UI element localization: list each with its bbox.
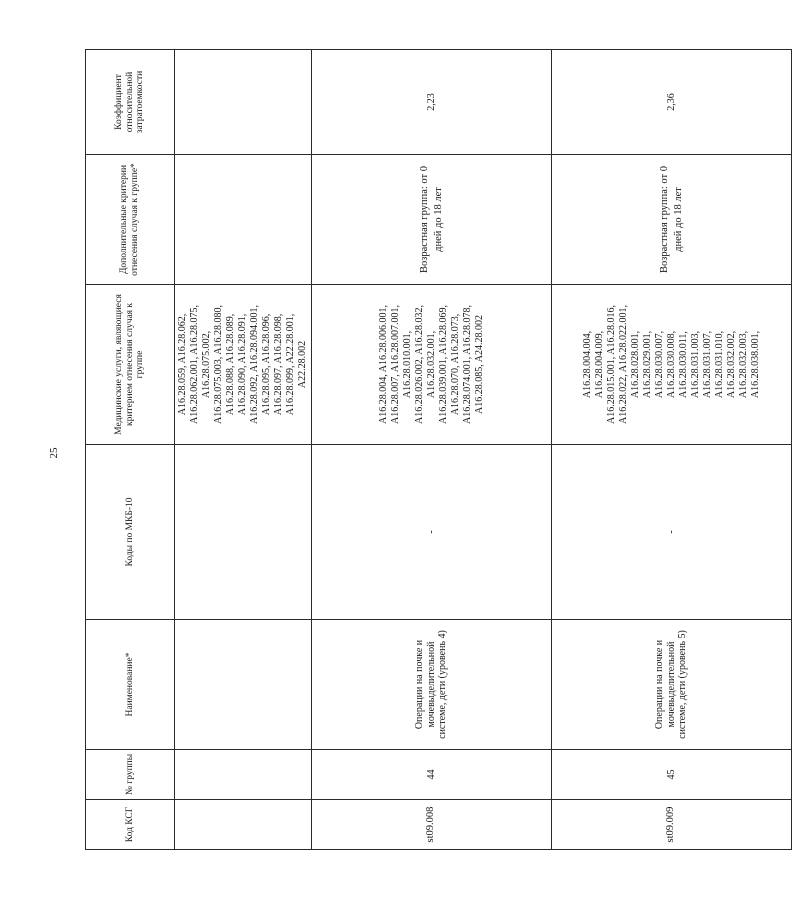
cell-group-number: 44 (312, 750, 552, 800)
service-code: A16.28.004.004, (581, 330, 593, 399)
service-code: A16.28.032.003, (737, 330, 749, 399)
service-code: A16.28.030.008, (665, 330, 677, 399)
service-code: A16.28.015.001, A16.28.016, (605, 305, 617, 424)
cell-services (175, 285, 312, 445)
service-code: A16.28.028.001, (629, 330, 641, 399)
header-group-number: № группы (86, 750, 175, 800)
cell-ksg-code: st09.008 (312, 800, 552, 850)
service-code: A16.28.022, A16.28.022.001, (617, 305, 629, 424)
cell-group-number: 45 (552, 750, 792, 800)
service-code: A16.28.092, A16.28.094.001, (249, 305, 260, 424)
service-code: A16.28.088, A16.28.089, (225, 313, 236, 416)
service-code: A16.28.090, A16.28.091, (237, 313, 248, 416)
cell-empty (175, 445, 312, 620)
header-mkb-codes: Коды по МКБ-10 (86, 445, 175, 620)
service-code: A16.28.030.011, (677, 331, 689, 398)
service-code: A16.28.075.002, (201, 330, 212, 399)
table-row-continuation (175, 50, 312, 850)
service-code: A16.28.097, A16.28.098, (273, 313, 284, 416)
table-row-st09-009 (552, 50, 792, 850)
header-name: Наименование* (86, 620, 175, 750)
service-code: A16.28.070, A16.28.073, (449, 313, 461, 416)
service-code: A16.28.031.003, (689, 330, 701, 399)
header-ksg-code: Код КСГ (86, 800, 175, 850)
service-code: A16.28.004.009, (593, 330, 605, 399)
page-number: 25 (48, 447, 60, 459)
service-code: A16.28.032.001, (425, 330, 437, 399)
service-code: A16.28.004, A16.28.006.001, (377, 305, 389, 424)
service-code: A16.28.075.003, A16.28.080, (213, 305, 224, 424)
cell-ksg-code: st09.009 (552, 800, 792, 850)
cell-coefficient: 2,23 (312, 50, 552, 155)
cell-name: Операции на почке и мочевыделительной системе, дети (уровень 4) (312, 620, 552, 750)
service-code: A16.28.010.001, (401, 330, 413, 399)
cell-extra-criteria: Возрастная группа: от 0 дней до 18 лет (552, 155, 792, 285)
cell-empty (175, 155, 312, 285)
cell-empty (175, 620, 312, 750)
service-code: A16.28.032.002, (725, 330, 737, 399)
cell-coefficient: 2,36 (552, 50, 792, 155)
service-code: A16.28.099, A22.28.001, (285, 313, 296, 416)
tariff-table (85, 49, 792, 850)
header-coefficient: Коэффициент относительной затратоемкости (86, 50, 175, 155)
service-code: A16.28.038.001, (749, 330, 761, 399)
service-code: A16.28.039.001, A16.28.069, (437, 305, 449, 424)
header-extra-criteria: Дополнительные критерии отнесения случая к группе* (86, 155, 175, 285)
tariff-table-container (85, 50, 761, 850)
service-code: A16.28.095, A16.28.096, (261, 313, 272, 416)
service-code: A16.28.031.010, (713, 330, 725, 399)
service-code: A16.28.031.007, (701, 330, 713, 399)
cell-services (552, 285, 792, 445)
cell-services (312, 285, 552, 445)
service-code: A16.28.074.001, A16.28.078, (461, 305, 473, 424)
cell-empty (175, 50, 312, 155)
cell-extra-criteria: Возрастная группа: от 0 дней до 18 лет (312, 155, 552, 285)
service-code: A16.28.029.001, (641, 330, 653, 399)
header-row (86, 50, 175, 850)
service-code: A16.28.030.007, (653, 330, 665, 399)
service-code: A16.28.059, A16.28.062, (177, 313, 188, 416)
header-services: Медицинские услуги, являющиеся критерием отнесения случая к группе (86, 285, 175, 445)
cell-empty (175, 750, 312, 800)
cell-name: Операции на почке и мочевыделительной системе, дети (уровень 5) (552, 620, 792, 750)
service-code: A22.28.002 (297, 340, 308, 389)
service-code: A16.28.026.002, A16.28.032, (413, 305, 425, 424)
table-row-st09-008 (312, 50, 552, 850)
cell-empty (175, 800, 312, 850)
service-code: A16.28.062.001, A16.28.075, (189, 305, 200, 424)
service-code: A16.28.007, A16.28.007.001, (389, 305, 401, 424)
cell-mkb-codes: - (312, 445, 552, 620)
service-code: A16.28.085, A24.28.002 (473, 315, 485, 414)
cell-mkb-codes: - (552, 445, 792, 620)
